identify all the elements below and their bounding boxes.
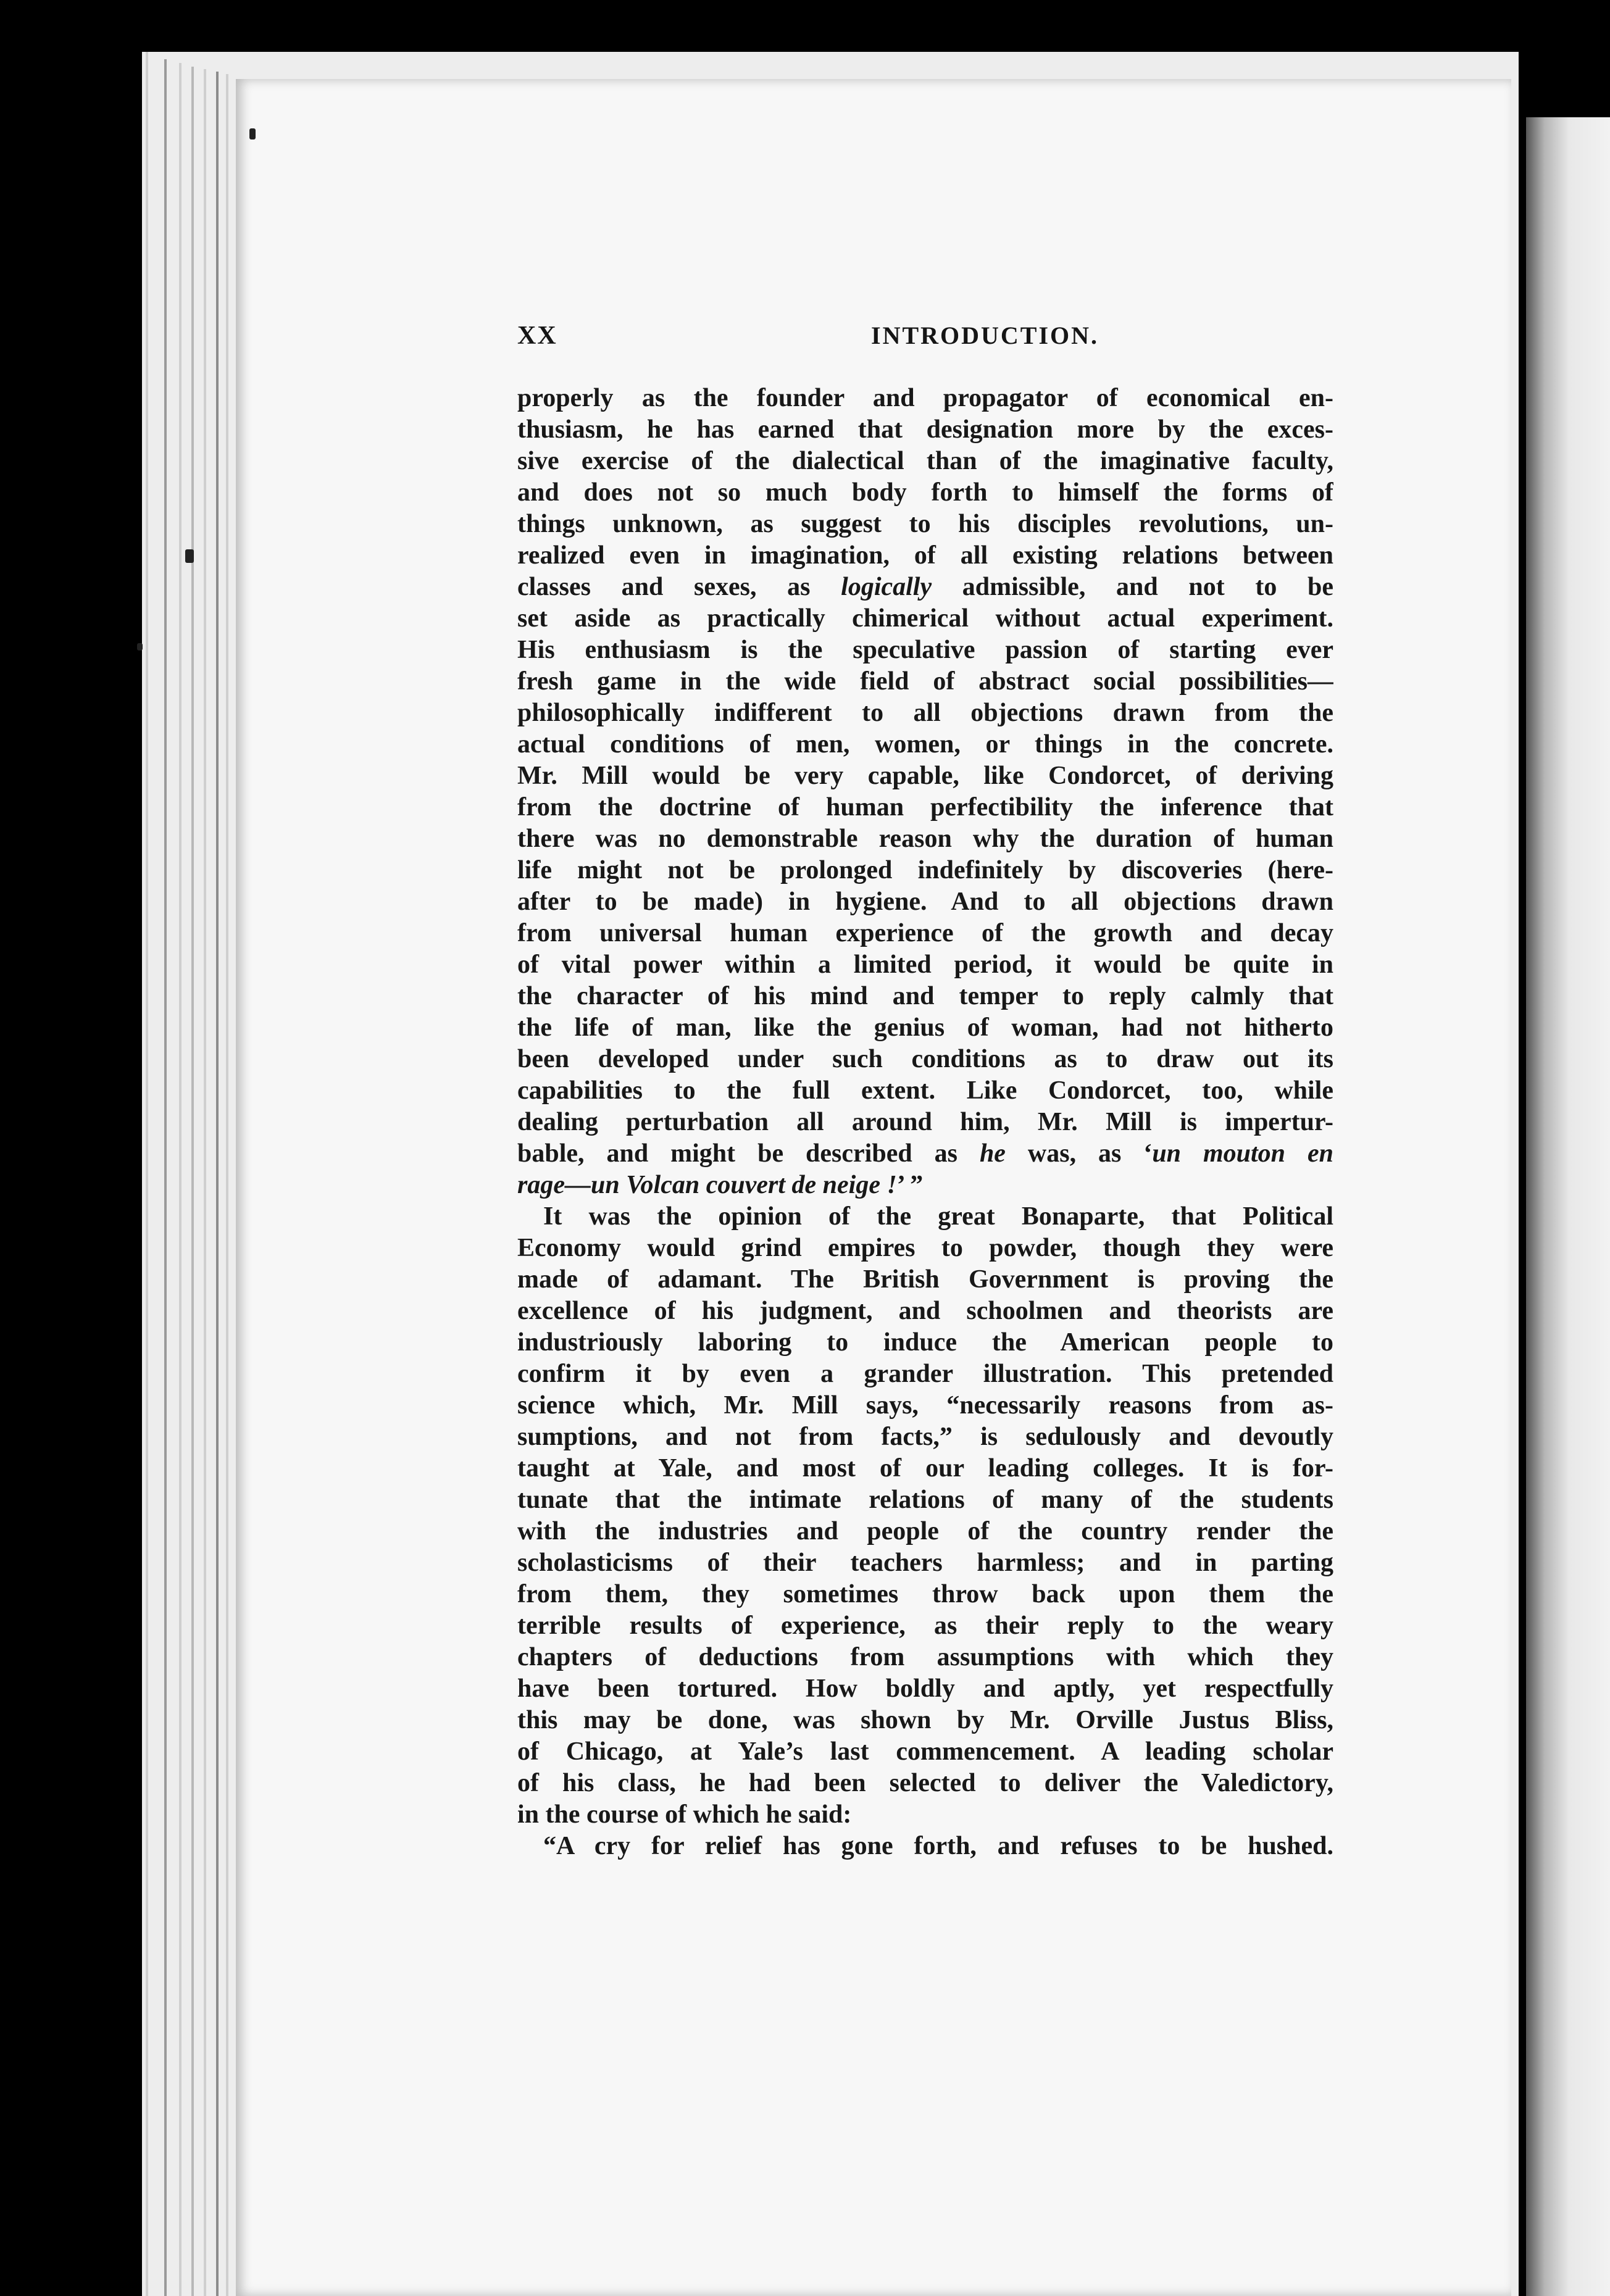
page-edge [146,52,148,2296]
text-segment: chapters of deductions from assumptions with which they [517,1643,1333,1671]
text-line [517,1768,1333,1799]
margin-mark [185,549,194,563]
text-segment: from universal human experience of the growth and decay [517,919,1333,947]
margin-mark [249,128,256,139]
text-line [517,1516,1333,1547]
text-line [517,1453,1333,1484]
facing-page-edge [1526,117,1610,2296]
text-segment: His enthusiasm is the speculative passion of starting ever [517,636,1333,664]
page-header [517,321,1610,364]
text-line [517,1705,1333,1736]
text-segment: made of adamant. The British Government is proving the [517,1265,1333,1294]
text-line [517,477,1333,509]
text-segment: thusiasm, he has earned that designation more by the exces- [517,415,1333,444]
text-line [517,949,1333,981]
text-line [517,792,1333,823]
text-segment: industriously laboring to induce the American people to [517,1328,1333,1357]
page-number: XX [517,322,557,350]
text-line [517,1579,1333,1610]
text-segment: things unknown, as suggest to his disciples revolutions, un- [517,510,1333,538]
text-segment: the life of man, like the genius of woman, had not hitherto [517,1013,1333,1042]
text-segment: from them, they sometimes throw back upon them the [517,1580,1333,1608]
text-line [517,540,1333,572]
text-line [517,666,1333,697]
text-segment: capabilities to the full extent. Like Condorcet, too, while [517,1076,1333,1105]
text-segment: science which, Mr. Mill says, “necessarily reasons from as- [517,1391,1333,1420]
page-edge [164,59,167,2296]
text-segment: fresh game in the wide field of abstract social possibilities— [517,667,1333,696]
text-segment: actual conditions of men, women, or things in the concrete. [517,730,1333,759]
text-line [517,1201,1333,1233]
italic-text: logically [841,573,932,601]
text-segment: confirm it by even a grander illustration. This pretended [517,1360,1333,1388]
text-segment: from the doctrine of human perfectibility the inference that [517,793,1333,821]
text-line [517,1736,1333,1768]
text-segment: ’ ” [896,1171,924,1199]
text-line [517,823,1333,855]
text-segment: been developed under such conditions as to draw out its [517,1045,1333,1073]
text-segment: realized even in imagination, of all existing relations between [517,541,1333,570]
text-segment: scholasticisms of their teachers harmless; and in parting [517,1549,1333,1577]
text-line [517,981,1333,1012]
text-line [517,1075,1333,1107]
text-segment: It was the opinion of the great Bonaparte, that Political [543,1202,1333,1231]
text-segment: sive exercise of the dialectical than of the imaginative faculty, [517,447,1333,475]
text-line [517,760,1333,792]
text-segment: dealing perturbation all around him, Mr. Mill is impertur- [517,1108,1333,1136]
text-line [517,918,1333,949]
page-edge [191,67,194,2296]
text-line [517,1831,1333,1862]
text-segment: was, as ‘ [1005,1139,1153,1168]
text-line [517,603,1333,634]
text-segment: of his class, he had been selected to deliver the Valedictory, [517,1769,1333,1797]
page-edge [216,72,219,2296]
text-line [517,729,1333,760]
text-segment: tunate that the intimate relations of many of the students [517,1486,1333,1514]
text-line [517,572,1333,603]
text-line [517,1642,1333,1673]
text-segment: admissible, and not to be [932,573,1333,601]
italic-text: un mouton en [1152,1139,1333,1168]
text-line [517,1044,1333,1075]
text-segment: there was no demonstrable reason why the duration of human [517,825,1333,853]
text-segment: in the course of which he said: [517,1800,852,1829]
text-segment: of Chicago, at Yale’s last commencement. A leading scholar [517,1737,1333,1766]
text-segment: properly as the founder and propagator of economical en- [517,384,1333,412]
text-line [517,886,1333,918]
text-line [517,634,1333,666]
text-line [517,1264,1333,1296]
text-segment: bable, and might be described as [517,1139,980,1168]
text-line [517,1484,1333,1516]
text-line [517,1327,1333,1358]
page-edge [226,74,228,2296]
text-line [517,1170,1333,1201]
text-segment: Economy would grind empires to powder, though they were [517,1234,1333,1262]
italic-text: rage—un Volcan couvert de neige ! [517,1171,897,1199]
text-line [517,509,1333,540]
body-text [517,383,1333,1862]
text-line [517,1233,1333,1264]
text-line [517,1421,1333,1453]
page-edge [204,69,206,2296]
text-line [517,855,1333,886]
text-segment: this may be done, was shown by Mr. Orville Justus Bliss, [517,1706,1333,1734]
text-segment: life might not be prolonged indefinitely by discoveries (here- [517,856,1333,884]
text-line [517,1107,1333,1138]
text-segment: and does not so much body forth to himself the forms of [517,478,1333,507]
text-segment: terrible results of experience, as their reply to the weary [517,1612,1333,1640]
text-segment: of vital power within a limited period, it would be quite in [517,950,1333,979]
text-line [517,1358,1333,1390]
text-line [517,1390,1333,1421]
text-line [517,1799,1333,1831]
text-segment: set aside as practically chimerical without actual experiment. [517,604,1333,633]
text-segment: excellence of his judgment, and schoolmen and theorists are [517,1297,1333,1325]
text-line [517,414,1333,446]
text-segment: Mr. Mill would be very capable, like Condorcet, of deriving [517,762,1333,790]
text-line [517,1296,1333,1327]
text-segment: the character of his mind and temper to reply calmly that [517,982,1333,1010]
text-line [517,1673,1333,1705]
text-segment: sumptions, and not from facts,” is sedulously and devoutly [517,1423,1333,1451]
text-segment: philosophically indifferent to all objections drawn from the [517,699,1333,727]
text-line [517,697,1333,729]
text-line [517,1547,1333,1579]
text-segment: “A cry for relief has gone forth, and refuses to be hushed. [543,1832,1333,1860]
margin-mark [137,643,143,651]
text-line [517,1138,1333,1170]
text-line [517,1610,1333,1642]
text-segment: with the industries and people of the country render the [517,1517,1333,1545]
text-segment: classes and sexes, as [517,573,841,601]
page-edge [179,63,181,2296]
running-head: INTRODUCTION. [871,322,1099,349]
text-segment: taught at Yale, and most of our leading colleges. It is for- [517,1454,1333,1483]
text-line [517,1012,1333,1044]
text-segment: after to be made) in hygiene. And to all objections drawn [517,888,1333,916]
italic-text: he [979,1139,1006,1168]
text-line [517,383,1333,414]
text-segment: have been tortured. How boldly and aptly, yet respectfully [517,1674,1333,1703]
text-line [517,446,1333,477]
